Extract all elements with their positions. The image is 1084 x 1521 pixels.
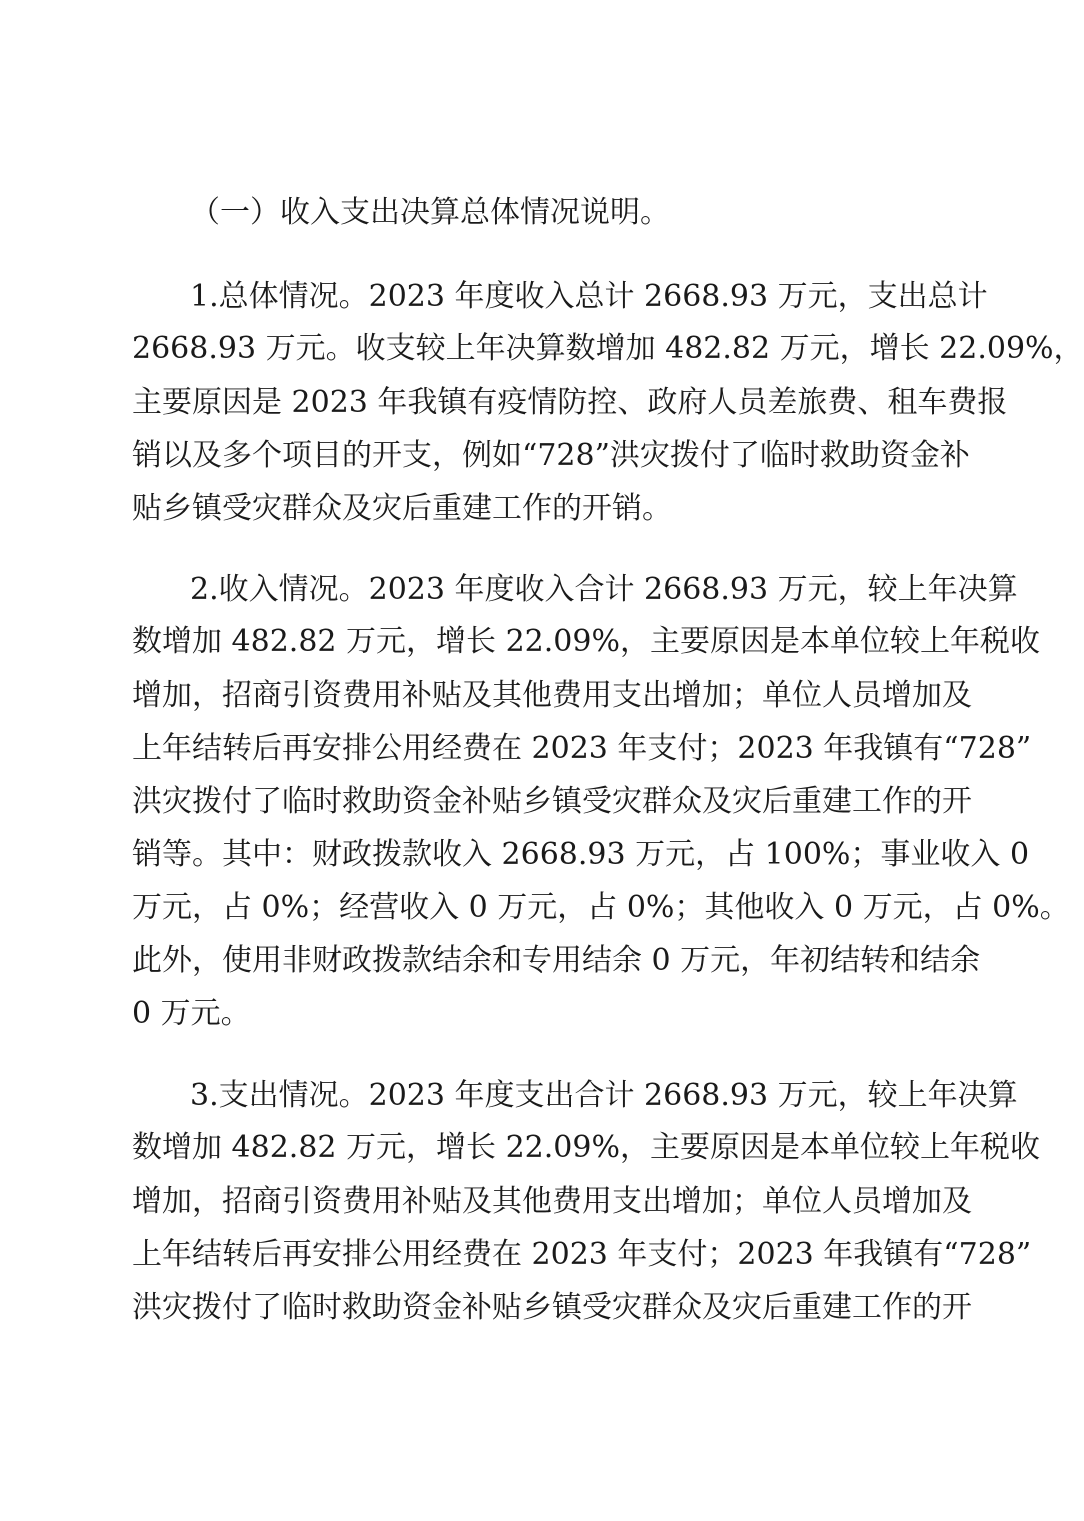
- paragraph-line: 万元，占 0%；经营收入 0 万元，占 0%；其他收入 0 万元，占 0%。: [132, 890, 1070, 925]
- paragraph-line: 数增加 482.82 万元，增长 22.09%，主要原因是本单位较上年税收: [132, 1130, 1040, 1165]
- paragraph-line: 洪灾拨付了临时救助资金补贴乡镇受灾群众及灾后重建工作的开: [132, 784, 972, 819]
- paragraph-line: 增加，招商引资费用补贴及其他费用支出增加；单位人员增加及: [132, 678, 972, 713]
- paragraph-line: 此外，使用非财政拨款结余和专用结余 0 万元，年初结转和结余: [132, 943, 981, 978]
- paragraph-line: 0 万元。: [132, 996, 251, 1031]
- paragraph-line: 2.收入情况。2023 年度收入合计 2668.93 万元，较上年决算: [190, 572, 1018, 607]
- paragraph-line: 贴乡镇受灾群众及灾后重建工作的开销。: [132, 491, 672, 526]
- paragraph-line: 洪灾拨付了临时救助资金补贴乡镇受灾群众及灾后重建工作的开: [132, 1290, 972, 1325]
- paragraph-line: 3.支出情况。2023 年度支出合计 2668.93 万元，较上年决算: [190, 1078, 1018, 1113]
- paragraph-line: 销等。其中：财政拨款收入 2668.93 万元，占 100%；事业收入 0: [132, 837, 1030, 872]
- paragraph-line: 上年结转后再安排公用经费在 2023 年支付；2023 年我镇有“728”: [132, 731, 1032, 766]
- paragraph-line: 上年结转后再安排公用经费在 2023 年支付；2023 年我镇有“728”: [132, 1237, 1032, 1272]
- paragraph-line: 销以及多个项目的开支，例如“728”洪灾拨付了临时救助资金补: [132, 438, 970, 473]
- paragraph-line: 1.总体情况。2023 年度收入总计 2668.93 万元，支出总计: [190, 279, 988, 314]
- paragraph-line: 2668.93 万元。收支较上年决算数增加 482.82 万元，增长 22.09%，: [132, 331, 1084, 366]
- section-heading: （一）收入支出决算总体情况说明。: [190, 195, 670, 230]
- paragraph-line: 增加，招商引资费用补贴及其他费用支出增加；单位人员增加及: [132, 1184, 972, 1219]
- paragraph-line: 数增加 482.82 万元，增长 22.09%，主要原因是本单位较上年税收: [132, 624, 1040, 659]
- paragraph-line: 主要原因是 2023 年我镇有疫情防控、政府人员差旅费、租车费报: [132, 385, 1008, 420]
